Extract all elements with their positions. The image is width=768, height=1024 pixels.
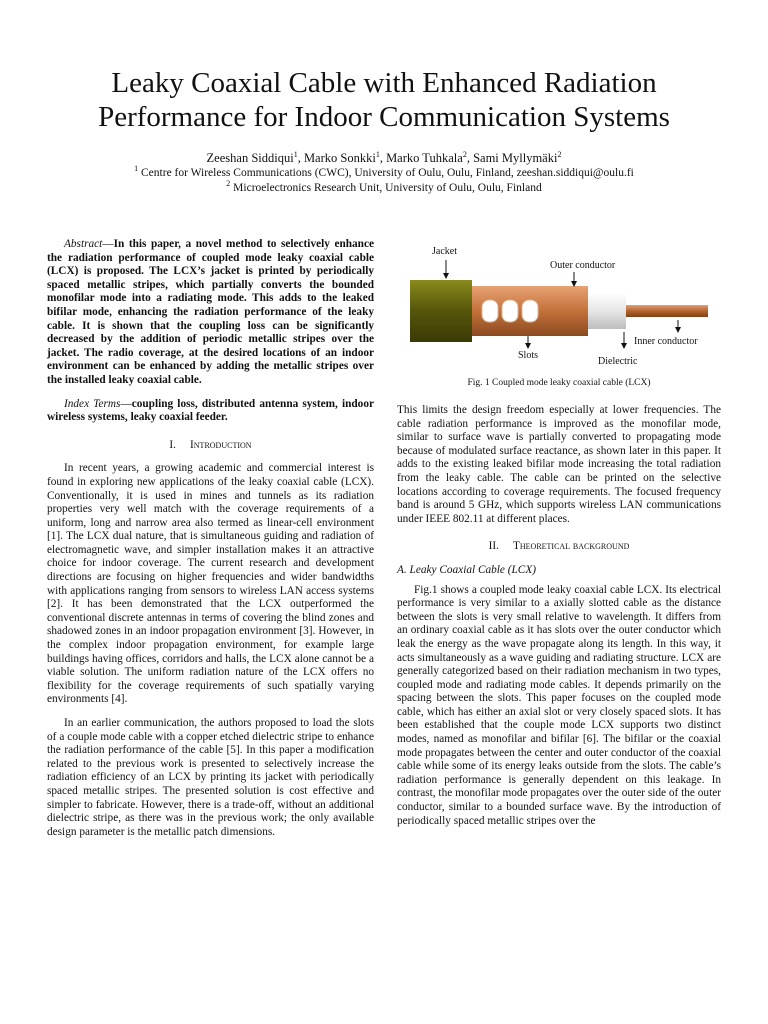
slot	[522, 300, 538, 322]
index-terms-dash: —	[120, 397, 132, 410]
author-affiliation-mark: 2	[557, 149, 562, 159]
author-name: Marko Sonkki	[303, 151, 376, 165]
affiliation-mark: 2	[226, 179, 231, 189]
intro-paragraph-2: In an earlier communication, the authors proposed to load the slots of a couple mode cable with a copper etched dielectric stripe to enhance the radiation performance of the cable [5]. In this paper a modification related to the previous work is presented to selectively increase the radiation efficiency of an LCX by printing its jacket with periodically spaced metallic stripes. The presented solution is cost effective and simpler to fabricate. However, there is a trade-off, without an additional dielectric stripe, as there was in the previous work; the only available design parameter is the metallic patch dimensions.	[47, 717, 374, 838]
title-line-2: Performance for Indoor Communication Systems	[98, 101, 670, 133]
affiliation-text: Microelectronics Research Unit, University of Oulu, Oulu, Finland	[233, 182, 542, 194]
affiliation-2	[40, 181, 728, 195]
abstract-label: Abstract	[64, 238, 103, 250]
index-terms-label: Index Terms	[64, 397, 121, 410]
section-heading-theoretical-background	[397, 540, 721, 554]
label-jacket: Jacket	[432, 246, 457, 257]
left-column	[47, 238, 374, 849]
right-column	[397, 404, 721, 838]
affiliation-1	[40, 166, 728, 180]
author-affiliation-mark: 1	[293, 149, 298, 159]
author-affiliation-mark: 2	[462, 149, 467, 159]
index-terms-text: coupling loss, distributed antenna system, indoor wireless systems, leaky coaxial feeder.	[47, 397, 374, 424]
title-line-1: Leaky Coaxial Cable with Enhanced Radiation	[111, 67, 657, 99]
author-affiliation-mark: 1	[375, 149, 380, 159]
label-outer-conductor: Outer conductor	[550, 260, 616, 271]
slot	[482, 300, 498, 322]
author-name: Sami Myllymäki	[473, 151, 558, 165]
affiliation-text: Centre for Wireless Communications (CWC), University of Oulu, Oulu, Finland, zeeshan.siddiqui@oulu.fi	[141, 167, 634, 179]
abstract-text: In this paper, a novel method to selectively enhance the radiation performance of coupled mode leaky coaxial cable (LCX) is proposed. The LCX’s jacket is printed by periodically spaced metallic stripes, which partially converts the bounded monofilar mode into a radiating mode. This adds to the leaked bifilar mode, enhancing the radiation performance of the leaky cable. It is shown that the coupling loss can be significantly decreased by the addition of periodic metallic stripes over the jacket. The radio coverage, at the desired locations of an indoor environment can be enhanced by adding the metallic stripes over the installed leaky coaxial cable.	[47, 238, 374, 386]
lcx-cable-diagram	[398, 238, 720, 378]
right-paragraph-1: This limits the design freedom especially at lower frequencies. The cable radiation performance is improved as the monofilar mode, similar to surface wave is partially converted to propagating mode because of modulated surface reactance, as shown later in this paper. It adds to the existing leaked bifilar mode increasing the total radiation from the leaky cable. The cable can be printed on the selective locations according to coverage requirements. The focused frequency band is around 5 GHz, which supports wireless LAN communications under IEEE 802.11 at different places.	[397, 404, 721, 525]
section-number: II.	[488, 540, 499, 553]
label-slots: Slots	[518, 350, 539, 361]
section-heading-introduction	[47, 439, 374, 453]
paper-title	[40, 66, 728, 134]
author-list: Zeeshan Siddiqui$^1$, Marko Sonkki$^1$, Marko Tuhkala$^2$, Sami Myllymäki$^2$	[206, 149, 562, 165]
index-terms	[47, 398, 374, 425]
jacket	[410, 280, 472, 342]
author-name: Zeeshan Siddiqui	[206, 151, 294, 165]
figure-1	[398, 238, 720, 388]
affiliation-mark: 1	[134, 164, 139, 174]
theory-paragraph-1: Fig.1 shows a coupled mode leaky coaxial cable LCX. Its electrical performance is very similar to a axially slotted cable as the distance between the slots is very small relative to wavelength. It differs from an ordinary coaxial cable as it has slots over the outer conductor which leak the energy as the wave propagate along its length. In this way, it acts simultaneously as a wave guiding and radiating structure. LCX are generally categorized based on their radiation mechanism in two types, coupled mode and radiating mode cables. It depends primarily on the spacing between the slots. This paper focuses on the coupled mode cable, which has either an axial slot or very closely spaced slots. It has been established that the couple mode LCX supports two distinct modes, named as monofilar and bifilar [6]. The bifilar or the coaxial mode propagates between the center and outer conductor of the coaxial cable while some of its energy leaks outside from the slots. The cable’s radiation performance is generally dependent on this leakage. In contrast, the monofilar mode propagates over the outer side of the outer conductor, similar to a bounded surface wave. By the introduction of periodically spaced metallic stripes over the	[397, 583, 721, 827]
intro-paragraph-1: In recent years, a growing academic and commercial interest is found in exploring new applications of the leaky coaxial cable (LCX). Conventionally, it is used in mines and tunnels as its radiation properties very well match with the coverage requirements of a uniform, long and narrow area also termed as linear-cell environment [1]. The LCX dual nature, that is simultaneous guiding and radiation of electromagnetic wave, and simpler installation makes it an attractive choice for indoor coverage. The current research and development directions are focusing on higher frequencies and wider bandwidths with applications ranging from sensors to wireless LAN access systems [2]. It has been demonstrated that the LCX outperformed the conventional discrete antennas in terms of covering the blind zones and shadowed zones in an indoor propagation environment [3]. However, in the complex indoor propagation environment, for example large buildings having offices, corridors and halls, the LCX alone cannot be a viable solution. The uniform radiation nature of the LCX offers no flexibility for the coverage requirements of such spatially varying environments [4].	[47, 462, 374, 706]
abstract-dash: —	[102, 238, 114, 250]
subsection-heading-lcx: A. Leaky Coaxial Cable (LCX)	[397, 563, 536, 576]
section-number: I.	[169, 438, 177, 451]
section-title: Introduction	[190, 438, 252, 451]
figure-1-caption: Fig. 1 Coupled mode leaky coaxial cable (LCX)	[467, 378, 651, 388]
slot	[502, 300, 518, 322]
abstract	[47, 238, 374, 388]
label-dielectric: Dielectric	[598, 356, 638, 367]
section-title: Theoretical background	[512, 540, 630, 553]
author-name: Marko Tuhkala	[386, 151, 463, 165]
label-inner-conductor: Inner conductor	[634, 336, 698, 347]
